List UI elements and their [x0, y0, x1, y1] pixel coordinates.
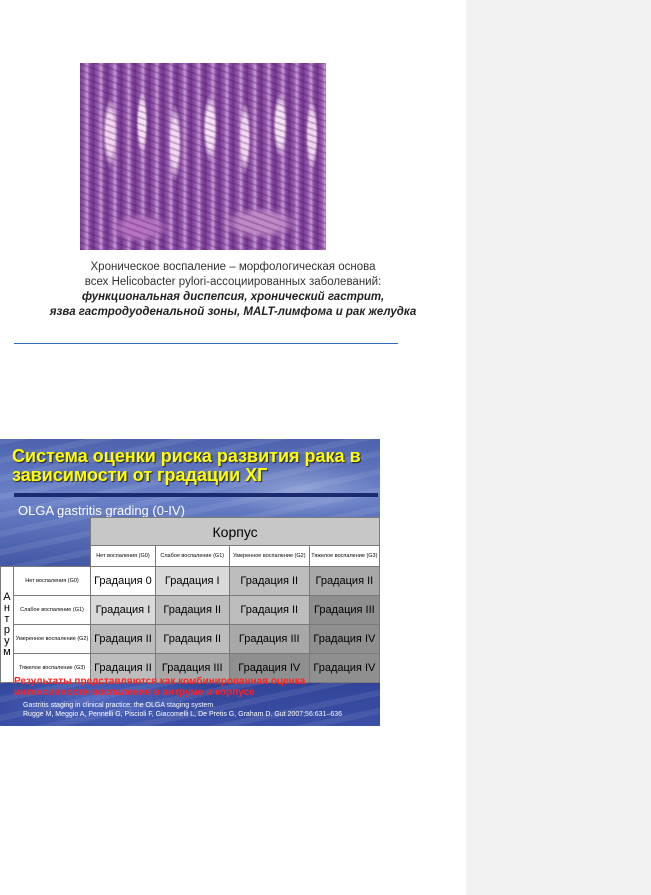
grade-cell: Градация I: [91, 596, 155, 625]
grade-cell: Градация 0: [91, 567, 155, 596]
antrum-letter: А: [3, 590, 11, 603]
slide-title-line-1: Система оценки риска развития рака в: [12, 446, 361, 466]
slide-note-line-1: Результаты представляются как комбинированная оценка: [14, 676, 306, 687]
grade-cell: Градация I: [155, 567, 229, 596]
antrum-letter: р: [3, 623, 10, 636]
column-header: Нет воспаления (G0): [91, 546, 155, 567]
grade-cell: Градация II: [91, 654, 155, 683]
grade-cell: Градация II: [309, 567, 379, 596]
grade-cell: Градация II: [155, 625, 229, 654]
grade-cell: Градация II: [91, 625, 155, 654]
caption-line-1: Хроническое воспаление – морфологическая основа: [90, 261, 376, 273]
row-label: Нет воспаления (G0): [13, 567, 90, 596]
row-label: Слабое воспаление (G1): [13, 596, 90, 625]
grade-cell: Градация II: [229, 567, 309, 596]
title-underline: [14, 493, 378, 497]
comment-margin: [466, 0, 651, 895]
antrum-letter: м: [3, 645, 11, 658]
grade-cell: Градация IV: [229, 654, 309, 683]
slide-reference: [23, 701, 375, 719]
slide-reference-line-1: Gastritis staging in clinical practice: the OLGA staging system: [23, 702, 214, 709]
antrum-label: [1, 567, 14, 683]
slide-note-line-2: интенсивности воспаления в антруме и корпусе: [14, 687, 255, 698]
grade-cell: Градация III: [309, 596, 379, 625]
antrum-letter: т: [4, 612, 10, 625]
separator-line: [14, 343, 398, 344]
grade-cell: Градация IV: [309, 625, 379, 654]
column-header: Умеренное воспаление (G2): [229, 546, 309, 567]
slide-note: [14, 676, 374, 698]
grade-cell: Градация III: [229, 625, 309, 654]
grade-cell: Градация II: [155, 596, 229, 625]
row-label: Тяжелое воспаление (G3): [13, 654, 90, 683]
grade-cell: Градация IV: [309, 654, 379, 683]
slide-title: [12, 447, 372, 485]
olga-table: [0, 517, 380, 683]
caption-line-2: всех Helicobacter pylori-ассоциированных заболеваний:: [84, 276, 382, 288]
grade-cell: Градация III: [155, 654, 229, 683]
histology-image: [80, 63, 326, 250]
antrum-letter: н: [3, 601, 10, 614]
column-header: Тяжелое воспаление (G3): [309, 546, 379, 567]
corpus-header: Корпус: [91, 518, 380, 546]
caption-line-3: функциональная диспепсия, хронический гастрит,: [81, 291, 385, 303]
slide-subtitle: OLGA gastritis grading (0-IV): [18, 503, 185, 518]
row-label: Умеренное воспаление (G2): [13, 625, 90, 654]
slide-reference-line-2: Rugge M, Meggio A, Pennelli G, Piscioli F, Giacomelli L, De Pretis G, Graham D. Gut 2007;56:631–636: [23, 711, 343, 718]
column-header: Слабое воспаление (G1): [155, 546, 229, 567]
slide-title-line-2: зависимости от градации ХГ: [12, 465, 268, 485]
olga-slide: [0, 439, 380, 726]
grade-cell: Градация II: [229, 596, 309, 625]
antrum-letter: у: [4, 634, 10, 647]
caption-line-4: язва гастродуоденальной зоны, MALT-лимфома и рак желудка: [49, 306, 417, 318]
